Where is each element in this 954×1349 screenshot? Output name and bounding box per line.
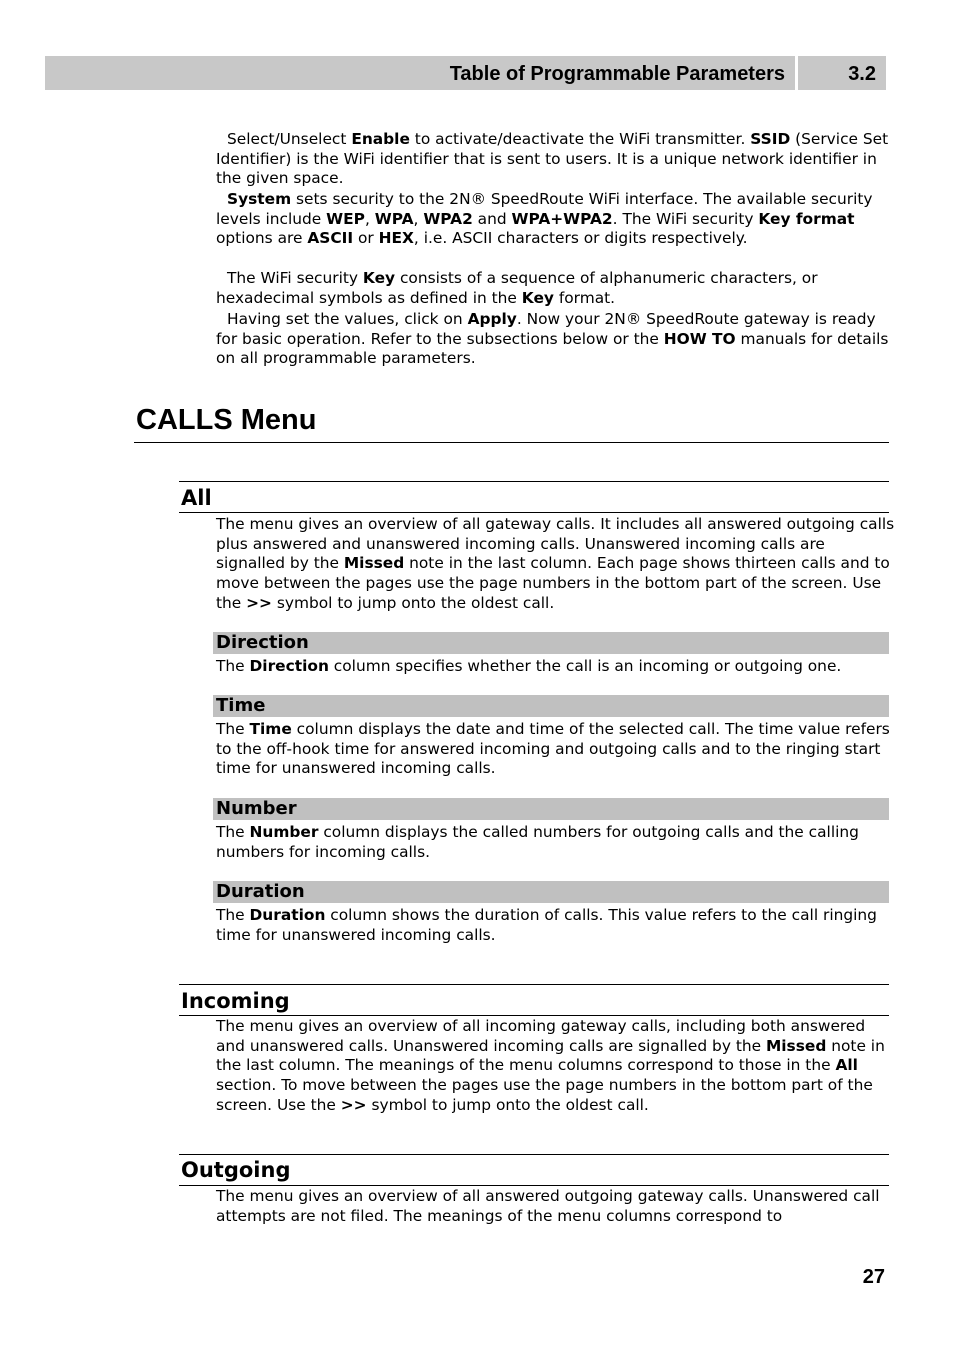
number-heading: Number [213, 798, 889, 820]
page-number: 27 [862, 1266, 885, 1288]
time-heading: Time [213, 695, 889, 717]
all-heading: All [181, 486, 212, 510]
calls-menu-title: CALLS Menu [136, 404, 317, 436]
direction-paragraph: The Direction column specifies whether the call is an incoming or outgoing one. [216, 657, 842, 675]
number-paragraph: The Number column displays the called numbers for outgoing calls and the calling numbers for incoming calls. [216, 823, 859, 861]
intro-paragraph-key: The WiFi security Key consists of a sequence of alphanumeric characters, or hexadecimal symbols as defined in the Key format. [216, 269, 818, 307]
duration-paragraph: The Duration column shows the duration of calls. This value refers to the call ringing time for unanswered incoming calls. [216, 906, 877, 944]
intro-paragraph-enable: Select/Unselect Enable to activate/deactivate the WiFi transmitter. SSID (Service Set Identifier) is the WiFi identifier that is sent to users. It is a unique network identifier in the given space. [216, 130, 889, 188]
outgoing-heading: Outgoing [181, 1158, 291, 1182]
outgoing-paragraph: The menu gives an overview of all answered outgoing gateway calls. Unanswered call attempts are not filed. The meanings of the menu columns correspond to [216, 1187, 880, 1225]
all-rule-top [179, 481, 889, 482]
header-section-box [798, 56, 886, 90]
time-paragraph: The Time column displays the date and time of the selected call. The time value refers to the off-hook time for answered incoming and outgoing calls and to the ringing start time for unanswered incoming calls. [216, 720, 890, 778]
duration-heading: Duration [213, 881, 889, 903]
incoming-rule-bottom [179, 1015, 889, 1016]
all-paragraph: The menu gives an overview of all gateway calls. It includes all answered outgoing calls plus answered and unanswered incoming calls. Unanswered incoming calls are signalled by the Missed note in the last column. Each page shows thirteen calls and to move between the pages use the page numbers in the bottom part of the screen. Use the >> symbol to jump onto the oldest call. [216, 515, 895, 612]
all-rule-bottom [179, 512, 889, 513]
header-title: Table of Programmable Parameters [449, 63, 785, 85]
outgoing-rule-bottom [179, 1185, 889, 1186]
direction-heading: Direction [213, 632, 889, 654]
intro-paragraph-apply: Having set the values, click on Apply. Now your 2N® SpeedRoute gateway is ready for basic operation. Refer to the subsections below or the HOW TO manuals for details on all programmable parameters. [216, 310, 889, 368]
header-section-number: 3.2 [848, 63, 876, 85]
incoming-paragraph: The menu gives an overview of all incoming gateway calls, including both answered and unanswered calls. Unanswered incoming calls are signalled by the Missed note in the last column. The meanings of the menu columns correspond to those in the All section. To move between the pages use the page numbers in the bottom part of the screen. Use the >> symbol to jump onto the oldest call. [216, 1017, 885, 1114]
outgoing-rule-top [179, 1154, 889, 1155]
calls-menu-rule [134, 442, 889, 443]
header-bar [45, 56, 795, 90]
incoming-rule-top [179, 984, 889, 985]
intro-paragraph-system: System sets security to the 2N® SpeedRoute WiFi interface. The available security levels include WEP, WPA, WPA2 and WPA+WPA2. The WiFi security Key format options are ASCII or HEX, i.e. ASCII characters or digits respectively. [216, 190, 873, 248]
incoming-heading: Incoming [181, 989, 290, 1013]
